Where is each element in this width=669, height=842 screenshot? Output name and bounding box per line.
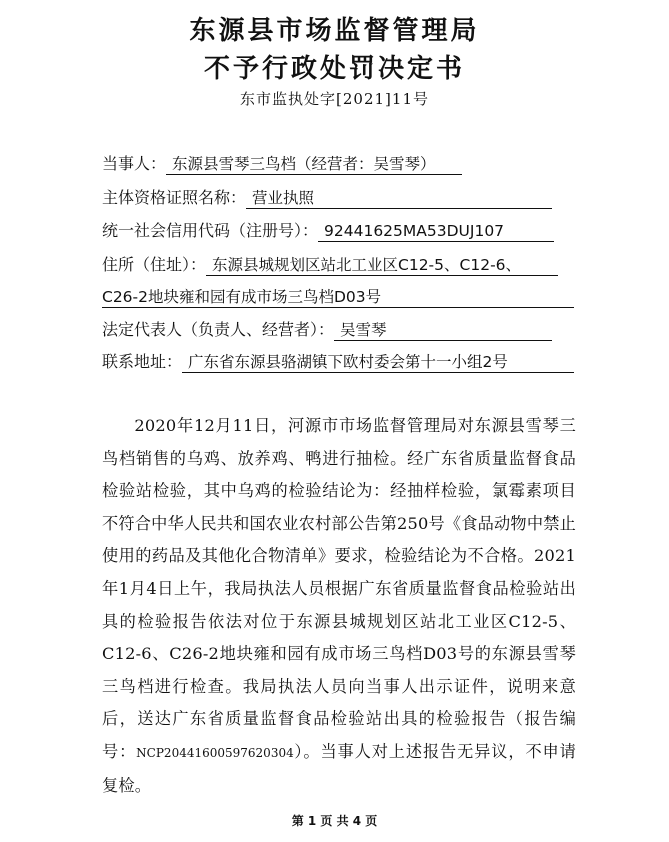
body-paragraph (102, 410, 576, 802)
license-value: 营业执照 (246, 188, 552, 209)
address-label: 住所（住址）： (102, 255, 207, 274)
body-main-text: 2020年12月11日，河源市市场监督管理局对东源县雪琴三鸟档销售的乌鸡、放养鸡、鸭进行抽检。经广东省质量监督食品检验站检验，其中乌鸡的检验结论为：经抽样检验，氯霉素项目不符合中华人民共和国农业农村部公告第250号《食品动物中禁止使用的药品及其他化合物清单》要求，检验结论为不合格。2021年1月4日上午，我局执法人员根据广东省质量监督食品检验站出具的检验报告依法对位于东源县城规划区站北工业区C12-5、C12-6、C26-2地块雍和园有成市场三鸟档D03号的东源县雪琴三鸟档进行检查。我局执法人员向当事人出示证件，说明来意后，送达广东省质量监督食品检验站出具的检验报告（报告编号： (102, 416, 576, 761)
document-title: 不予行政处罚决定书 (203, 54, 465, 84)
license-label: 主体资格证照名称： (102, 188, 247, 207)
page-indicator: 第 1 页 共 4 页 (291, 814, 378, 828)
representative-field (102, 320, 552, 341)
report-number: NCP20441600597620304 (136, 745, 294, 760)
document-number: 东市监执处字[2021]11号 (240, 90, 429, 108)
address-value-line2: C26-2地块雍和园有成市场三鸟档D03号 (102, 287, 574, 308)
credit-code-value: 92441625MA53DUJ107 (318, 221, 554, 242)
address-field (102, 255, 558, 276)
contact-label: 联系地址： (102, 352, 183, 371)
party-value: 东源县雪琴三鸟档（经营者：吴雪琴） (166, 154, 462, 175)
body-tail-text: ）。当事人对上述报告无异议，不申请复检。 (102, 741, 576, 795)
contact-field (102, 352, 574, 373)
address-value-line1: 东源县城规划区站北工业区C12-5、C12-6、 (206, 255, 558, 276)
credit-code-label: 统一社会信用代码（注册号）： (102, 221, 319, 240)
party-label: 当事人： (102, 154, 167, 173)
credit-code-field (102, 221, 554, 242)
party-field (102, 154, 462, 175)
representative-value: 吴雪琴 (334, 320, 552, 341)
agency-title: 东源县市场监督管理局 (189, 16, 480, 46)
license-field (102, 188, 552, 209)
contact-value: 广东省东源县骆湖镇下欧村委会第十一小组2号 (182, 352, 574, 373)
representative-label: 法定代表人（负责人、经营者）： (102, 320, 335, 339)
